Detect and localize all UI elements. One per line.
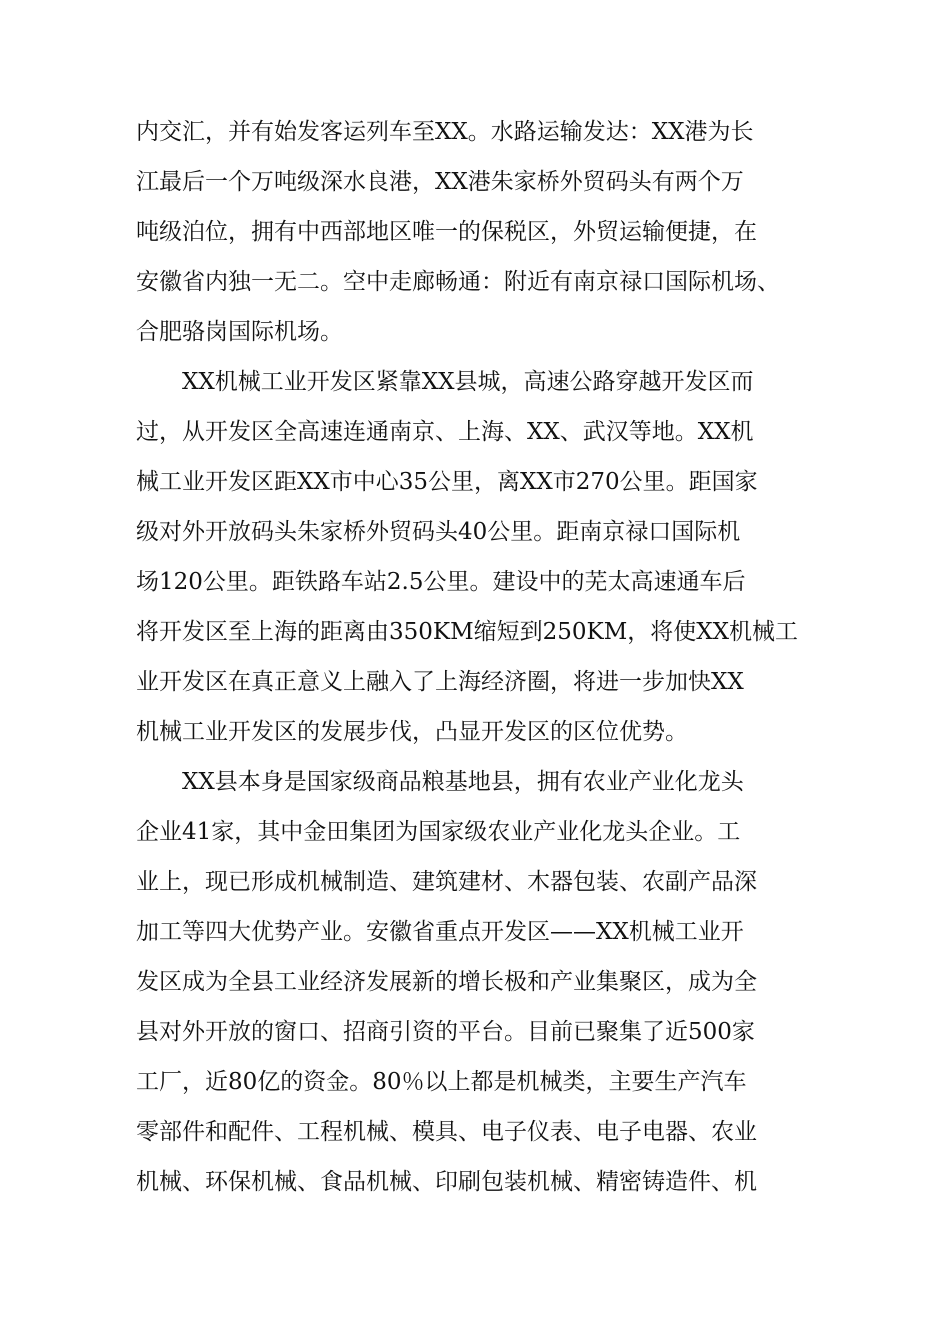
paragraph-2-line-5: 场120公里。距铁路车站2.5公里。建设中的芜太高速通车后: [136, 569, 746, 595]
paragraph-2-line-2: 过，从开发区全高速连通南京、上海、XX、武汉等地。XX机: [136, 419, 754, 445]
paragraph-1-line-5: 合肥骆岗国际机场。: [136, 319, 343, 345]
paragraph-2-line-3: 械工业开发区距XX市中心35公里，离XX市270公里。距国家: [136, 469, 758, 495]
paragraph-3-line-3: 业上，现已形成机械制造、建筑建材、木器包装、农副产品深: [136, 869, 757, 895]
paragraph-3-line-4: 加工等四大优势产业。安徽省重点开发区——XX机械工业开: [136, 919, 744, 945]
paragraph-1-line-3: 吨级泊位，拥有中西部地区唯一的保税区，外贸运输便捷，在: [136, 219, 757, 245]
paragraph-2-line-1: XX机械工业开发区紧靠XX县城，高速公路穿越开发区而: [182, 369, 754, 395]
paragraph-3-line-2: 企业41家，其中金田集团为国家级农业产业化龙头企业。工: [136, 819, 741, 845]
paragraph-3-line-5: 发区成为全县工业经济发展新的增长极和产业集聚区，成为全: [136, 969, 757, 995]
paragraph-3-line-9: 机械、环保机械、食品机械、印刷包装机械、精密铸造件、机: [136, 1169, 757, 1195]
paragraph-1-line-1: 内交汇，并有始发客运列车至XX。水路运输发达：XX港为长: [136, 119, 754, 145]
paragraph-3-line-8: 零部件和配件、工程机械、模具、电子仪表、电子电器、农业: [136, 1119, 757, 1145]
paragraph-2-line-6: 将开发区至上海的距离由350KM缩短到250KM，将使XX机械工: [136, 619, 799, 645]
paragraph-2-line-8: 机械工业开发区的发展步伐，凸显开发区的区位优势。: [136, 719, 688, 745]
paragraph-1-line-4: 安徽省内独一无二。空中走廊畅通：附近有南京禄口国际机场、: [136, 269, 780, 295]
paragraph-3-line-7: 工厂，近80亿的资金。80％以上都是机械类，主要生产汽车: [136, 1069, 747, 1095]
paragraph-3-line-1: XX县本身是国家级商品粮基地县，拥有农业产业化龙头: [182, 769, 744, 795]
paragraph-2-line-7: 业开发区在真正意义上融入了上海经济圈，将进一步加快XX: [136, 669, 744, 695]
paragraph-1-line-2: 江最后一个万吨级深水良港，XX港朱家桥外贸码头有两个万: [136, 169, 744, 195]
paragraph-2-line-4: 级对外开放码头朱家桥外贸码头40公里。距南京禄口国际机: [136, 519, 741, 545]
paragraph-3-line-6: 县对外开放的窗口、招商引资的平台。目前已聚集了近500家: [136, 1019, 755, 1045]
